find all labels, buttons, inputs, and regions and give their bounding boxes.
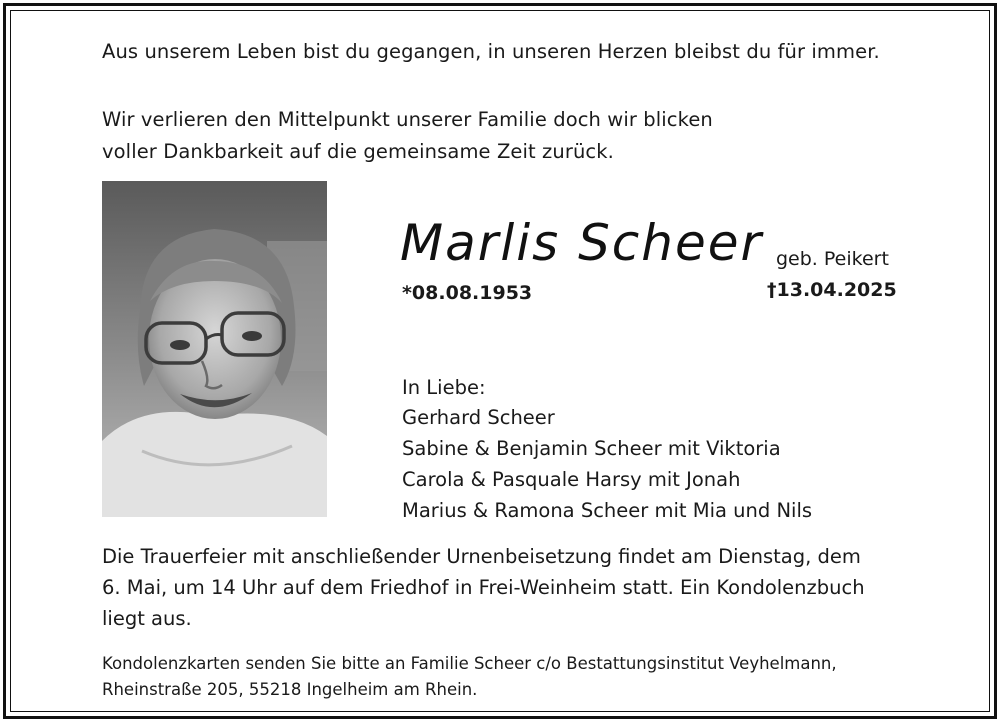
death-date: †13.04.2025 [767,279,897,301]
mourner-name: Sabine & Benjamin Scheer mit Viktoria [402,437,781,460]
ceremony-line: Die Trauerfeier mit anschließender Urnenbeisetzung findet am Dienstag, dem [102,545,861,568]
intro-line-2: Wir verlieren den Mittelpunkt unserer Familie doch wir blicken [102,108,713,131]
intro-line-1: Aus unserem Leben bist du gegangen, in unseren Herzen bleibst du für immer. [102,40,880,63]
birth-date: *08.08.1953 [402,282,533,304]
ceremony-line: 6. Mai, um 14 Uhr auf dem Friedhof in Frei-Weinheim statt. Ein Kondolenzbuch [102,576,865,599]
condolence-line: Kondolenzkarten senden Sie bitte an Familie Scheer c/o Bestattungsinstitut Veyhelmann, [102,654,837,673]
mourner-name: Carola & Pasquale Harsy mit Jonah [402,468,741,491]
condolence-line: Rheinstraße 205, 55218 Ingelheim am Rhein. [102,680,478,699]
ceremony-line: liegt aus. [102,607,192,630]
deceased-name: Marlis Scheer [400,214,764,272]
mourners-heading: In Liebe: [402,376,486,399]
intro-line-3: voller Dankbarkeit auf die gemeinsame Zeit zurück. [102,140,614,163]
mourner-name: Marius & Ramona Scheer mit Mia und Nils [402,499,813,522]
portrait-photo [102,181,327,517]
birth-name: geb. Peikert [776,248,889,270]
mourner-name: Gerhard Scheer [402,406,555,429]
